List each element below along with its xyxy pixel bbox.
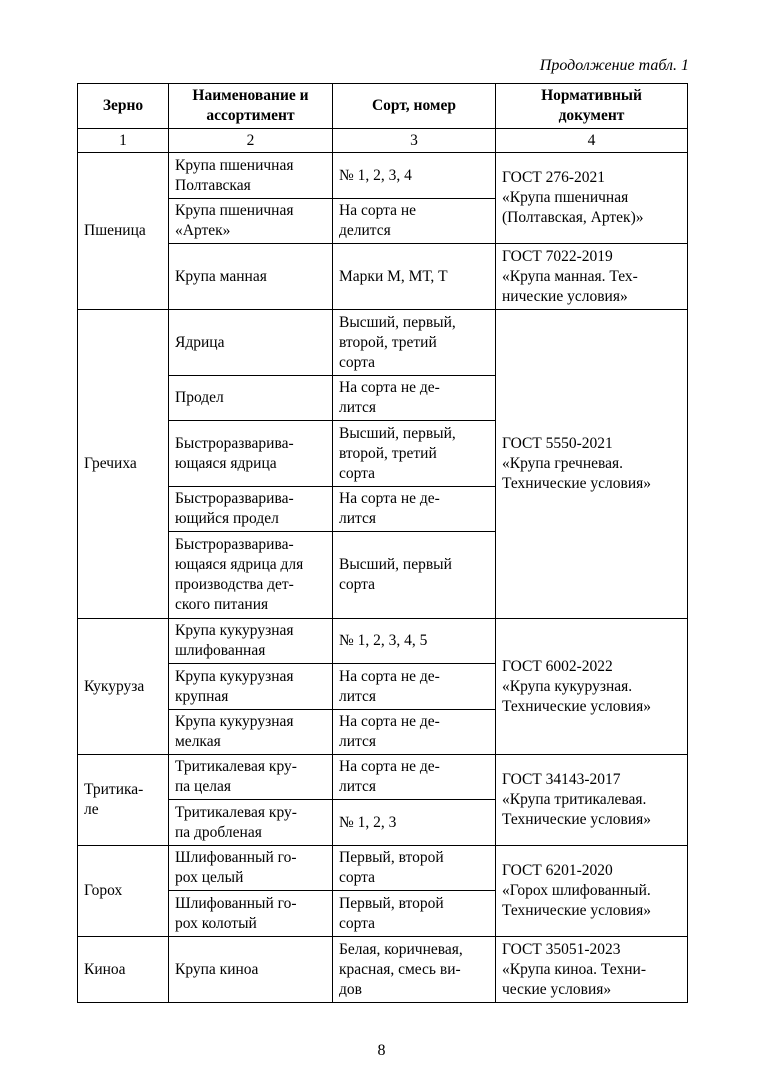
product-name-cell: Продел [169, 376, 333, 421]
column-number: 1 [78, 129, 169, 153]
product-name-cell: Крупа киноа [169, 937, 333, 1003]
column-number: 3 [333, 129, 496, 153]
column-number: 4 [496, 129, 688, 153]
grade-cell: На сорта не де- лится [333, 664, 496, 710]
document-cell: ГОСТ 35051-2023 «Крупа киноа. Техни- ческие условия» [496, 937, 688, 1003]
table-row [78, 619, 688, 664]
grain-table [77, 83, 688, 1003]
grade-cell: № 1, 2, 3 [333, 800, 496, 846]
product-name-cell: Крупа кукурузная мелкая [169, 710, 333, 755]
table-header-row [78, 84, 688, 129]
product-name-cell: Быстроразварива- ющаяся ядрица для производства дет- ского питания [169, 532, 333, 619]
grade-cell: Высший, первый, второй, третий сорта [333, 421, 496, 487]
grain-cell: Кукуруза [78, 619, 169, 755]
product-name-cell: Тритикалевая кру- па целая [169, 755, 333, 800]
product-name-cell: Крупа пшеничная «Артек» [169, 199, 333, 244]
product-name-cell: Быстроразварива- ющийся продел [169, 487, 333, 532]
grade-cell: На сорта не де- лится [333, 487, 496, 532]
product-name-cell: Крупа кукурузная крупная [169, 664, 333, 710]
document-cell: ГОСТ 7022-2019 «Крупа манная. Тех- нические условия» [496, 244, 688, 310]
product-name-cell: Быстроразварива- ющаяся ядрица [169, 421, 333, 487]
document-cell: ГОСТ 6002-2022 «Крупа кукурузная. Технические условия» [496, 619, 688, 755]
table-row [78, 755, 688, 800]
header-grade: Сорт, номер [333, 84, 496, 129]
grade-cell: Высший, первый, второй, третий сорта [333, 310, 496, 376]
column-number: 2 [169, 129, 333, 153]
product-name-cell: Шлифованный го- рох колотый [169, 891, 333, 937]
grade-cell: Высший, первый сорта [333, 532, 496, 619]
grain-cell: Тритика- ле [78, 755, 169, 846]
grade-cell: Марки М, МТ, Т [333, 244, 496, 310]
grain-cell: Пшеница [78, 153, 169, 310]
header-name: Наименование и ассортимент [169, 84, 333, 129]
grade-cell: На сорта не де- лится [333, 755, 496, 800]
product-name-cell: Крупа манная [169, 244, 333, 310]
table-row [78, 244, 688, 310]
table-caption: Продолжение табл. 1 [539, 57, 689, 74]
document-cell: ГОСТ 6201-2020 «Горох шлифованный. Технические условия» [496, 846, 688, 937]
column-numbers-row [78, 129, 688, 153]
grain-cell: Гречиха [78, 310, 169, 619]
table-row [78, 937, 688, 1003]
header-grain: Зерно [78, 84, 169, 129]
product-name-cell: Тритикалевая кру- па дробленая [169, 800, 333, 846]
document-cell: ГОСТ 5550-2021 «Крупа гречневая. Технические условия» [496, 310, 688, 619]
grade-cell: Первый, второй сорта [333, 891, 496, 937]
grade-cell: На сорта не де- лится [333, 710, 496, 755]
page-number: 8 [377, 1042, 386, 1059]
document-cell: ГОСТ 276-2021 «Крупа пшеничная (Полтавская, Артек)» [496, 153, 688, 244]
grade-cell: № 1, 2, 3, 4 [333, 153, 496, 199]
product-name-cell: Крупа пшеничная Полтавская [169, 153, 333, 199]
grain-cell: Горох [78, 846, 169, 937]
table-row [78, 846, 688, 891]
table-row [78, 310, 688, 376]
table-row [78, 153, 688, 199]
header-document: Нормативный документ [496, 84, 688, 129]
document-cell: ГОСТ 34143-2017 «Крупа тритикалевая. Технические условия» [496, 755, 688, 846]
grade-cell: Первый, второй сорта [333, 846, 496, 891]
grade-cell: Белая, коричневая, красная, смесь ви- дов [333, 937, 496, 1003]
product-name-cell: Крупа кукурузная шлифованная [169, 619, 333, 664]
product-name-cell: Ядрица [169, 310, 333, 376]
grade-cell: На сорта не делится [333, 199, 496, 244]
grain-cell: Киноа [78, 937, 169, 1003]
product-name-cell: Шлифованный го- рох целый [169, 846, 333, 891]
grade-cell: На сорта не де- лится [333, 376, 496, 421]
grade-cell: № 1, 2, 3, 4, 5 [333, 619, 496, 664]
